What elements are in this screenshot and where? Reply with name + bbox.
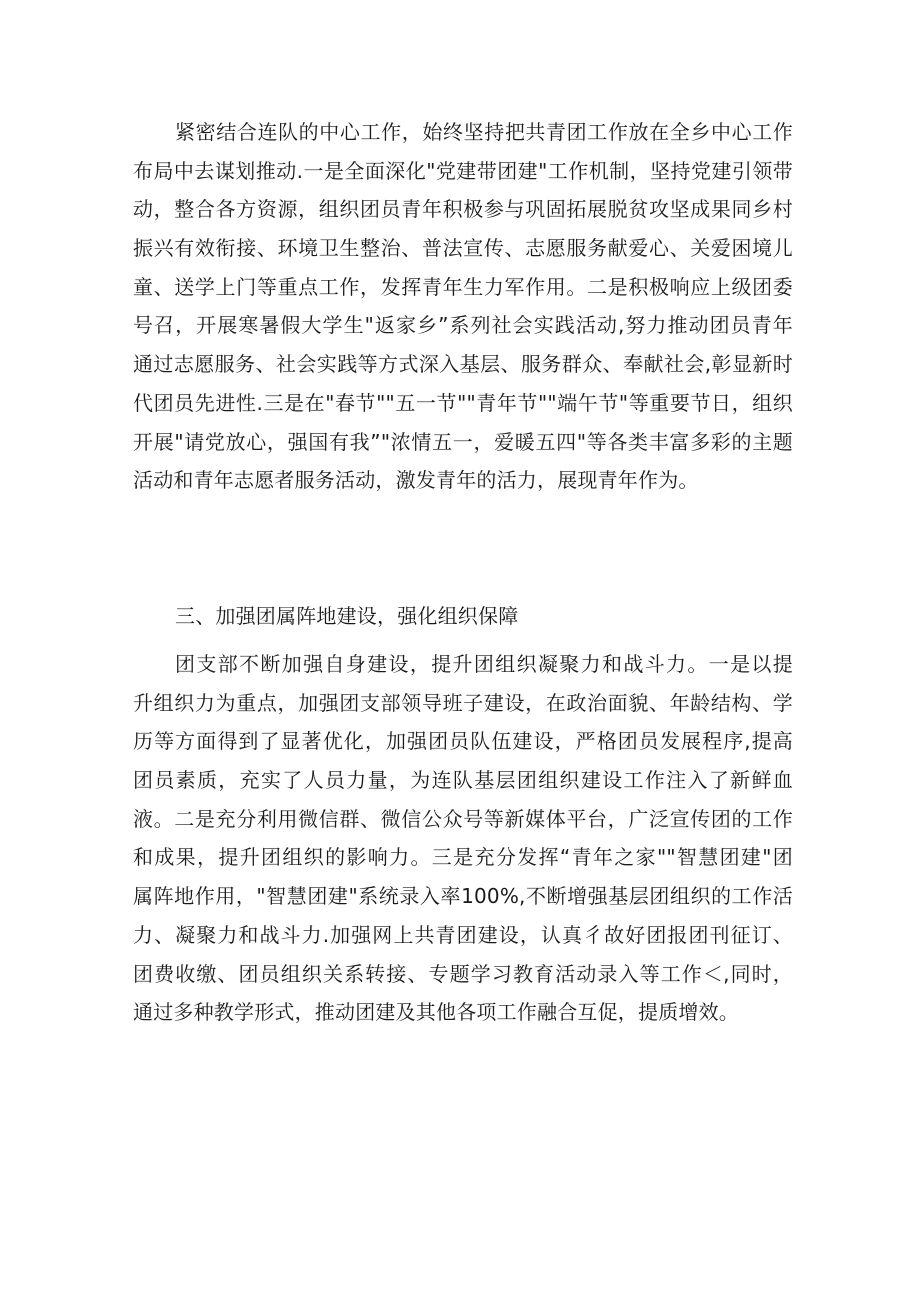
text-line: 团费收缴、团员组织关系转接、专题学习教育活动录入等工作＜,同时， xyxy=(133,961,793,986)
text-line: 属阵地作用，"智慧团建"系统录入率100%,不断增强基层团组织的工作活 xyxy=(133,884,793,909)
text-line: 振兴有效衔接、环境卫生整治、普法宣传、志愿服务献爱心、关爱困境儿 xyxy=(133,236,793,261)
text-line: 团员素质，充实了人员力量，为连队基层团组织建设工作注入了新鲜血 xyxy=(133,768,793,793)
text-line: 号召，开展寒暑假大学生"返家乡”系列社会实践活动,努力推动团员青年 xyxy=(133,313,793,338)
text-line: 活动和青年志愿者服务活动，激发青年的活力，展现青年作为。 xyxy=(133,468,699,493)
text-line: 历等方面得到了显著优化，加强团员队伍建设，严格团员发展程序,提高 xyxy=(133,729,793,754)
text-line: 开展"请党放心，强国有我”"浓情五一，爱暖五四"等各类丰富多彩的主题 xyxy=(133,429,793,454)
text-line: 通过志愿服务、社会实践等方式深入基层、服务群众、奉献社会,彰显新时 xyxy=(133,352,793,377)
text-line: 童、送学上门等重点工作，发挥青年生力军作用。二是积极响应上级团委 xyxy=(133,274,793,299)
text-line: 升组织力为重点，加强团支部领导班子建设，在政治面貌、年龄结构、学 xyxy=(133,690,793,715)
text-line: 通过多种教学形式，推动团建及其他各项工作融合互促，提质增效。 xyxy=(133,1000,739,1025)
text-line: 布局中去谋划推动.一是全面深化"党建带团建"工作机制，坚持党建引领带 xyxy=(133,158,793,183)
text-line: 团支部不断加强自身建设，提升团组织凝聚力和战斗力。一是以提 xyxy=(175,652,793,676)
text-line: 和成果，提升团组织的影响力。三是充分发挥“青年之家""智慧团建"团 xyxy=(133,845,793,870)
text-line: 动，整合各方资源，组织团员青年积极参与巩固拓展脱贫攻坚成果同乡村 xyxy=(133,197,793,222)
text-line: 液。二是充分利用微信群、微信公众号等新媒体平台，广泛宣传团的工作 xyxy=(133,806,793,831)
text-line: 力、凝聚力和战斗力.加强网上共青团建设，认真彳故好团报团刊征订、 xyxy=(133,922,793,947)
paragraph-self-building xyxy=(133,645,793,1032)
paragraph-central-work xyxy=(133,113,793,500)
text-line: 紧密结合连队的中心工作，始终坚持把共青团工作放在全乡中心工作 xyxy=(175,120,793,144)
section-heading xyxy=(133,597,793,636)
heading-line: 三、加强团属阵地建设，强化组织保障 xyxy=(175,604,519,628)
text-line: 代团员先进性.三是在"春节""五一节""青年节""端午节"等重要节日，组织 xyxy=(133,390,793,415)
